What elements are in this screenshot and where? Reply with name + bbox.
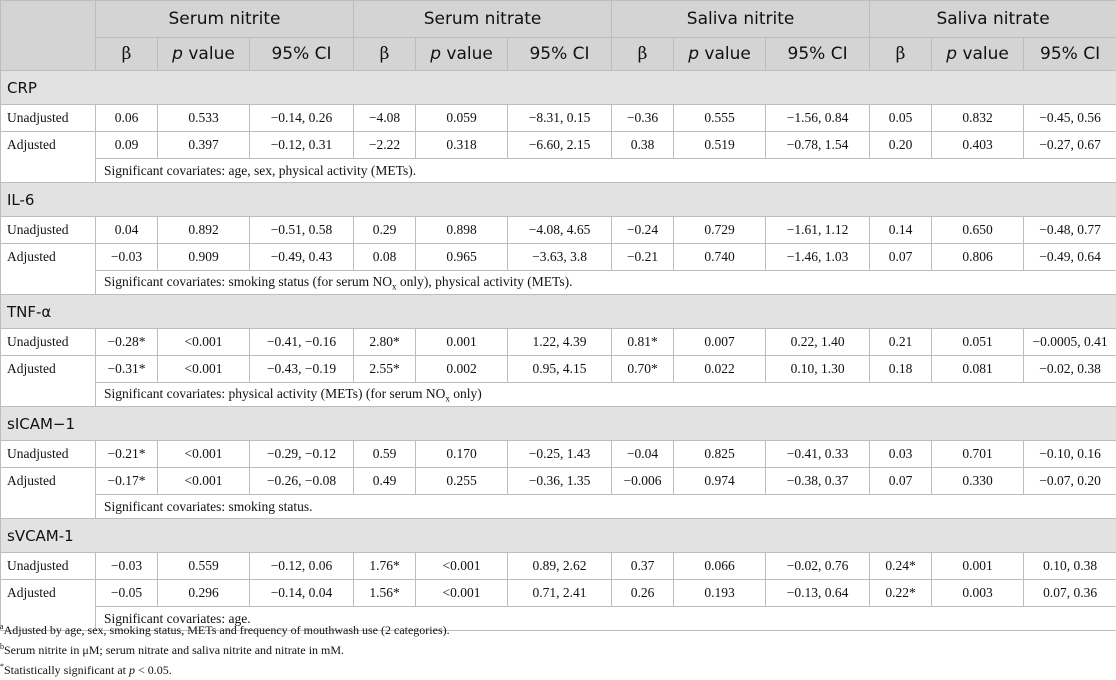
ci-header: 95% CI bbox=[766, 38, 870, 71]
table-cell: 0.330 bbox=[932, 468, 1024, 495]
beta-header: β bbox=[870, 38, 932, 71]
table-cell: −0.45, 0.56 bbox=[1024, 105, 1116, 132]
covariates-note bbox=[96, 271, 1116, 295]
table-row bbox=[1, 105, 1116, 132]
table-cell: −0.02, 0.38 bbox=[1024, 356, 1116, 383]
table-cell: −0.51, 0.58 bbox=[250, 217, 354, 244]
p-value-suffix: value bbox=[183, 44, 235, 64]
footnote-text: Statistically significant at bbox=[4, 663, 129, 677]
table-cell: 0.974 bbox=[674, 468, 766, 495]
p-value-header bbox=[932, 38, 1024, 71]
table-cell: 0.519 bbox=[674, 132, 766, 159]
group-header: Saliva nitrate bbox=[870, 1, 1116, 38]
table-row bbox=[1, 329, 1116, 356]
table-cell: −1.46, 1.03 bbox=[766, 244, 870, 271]
p-value-header bbox=[416, 38, 508, 71]
beta-header: β bbox=[354, 38, 416, 71]
table-cell: −0.07, 0.20 bbox=[1024, 468, 1116, 495]
table-cell: 2.80* bbox=[354, 329, 416, 356]
row-label: Adjusted bbox=[1, 580, 96, 607]
table-cell: −0.41, 0.33 bbox=[766, 441, 870, 468]
p-italic: p bbox=[430, 44, 441, 64]
table-cell: 1.56* bbox=[354, 580, 416, 607]
table-cell: 0.255 bbox=[416, 468, 508, 495]
row-label: Unadjusted bbox=[1, 553, 96, 580]
table-cell: −0.78, 1.54 bbox=[766, 132, 870, 159]
table-cell: 0.24* bbox=[870, 553, 932, 580]
table-cell: −4.08, 4.65 bbox=[508, 217, 612, 244]
table-cell: −3.63, 3.8 bbox=[508, 244, 612, 271]
table-cell: −0.31* bbox=[96, 356, 158, 383]
table-cell: 0.007 bbox=[674, 329, 766, 356]
table-row bbox=[1, 553, 1116, 580]
corner-cell bbox=[1, 1, 96, 71]
table-row bbox=[1, 244, 1116, 271]
table-cell: 0.29 bbox=[354, 217, 416, 244]
table-cell: −0.05 bbox=[96, 580, 158, 607]
covariates-text: Significant covariates: smoking status (for serum NO bbox=[104, 274, 392, 289]
table-cell: −0.12, 0.06 bbox=[250, 553, 354, 580]
table-cell: 0.909 bbox=[158, 244, 250, 271]
table-cell: −0.29, −0.12 bbox=[250, 441, 354, 468]
table-cell: 0.397 bbox=[158, 132, 250, 159]
section-label: TNF-α bbox=[1, 295, 1116, 329]
row-label: Adjusted bbox=[1, 468, 96, 495]
beta-header: β bbox=[612, 38, 674, 71]
table-cell: −0.14, 0.26 bbox=[250, 105, 354, 132]
footnote bbox=[0, 617, 1116, 637]
table-cell: 0.066 bbox=[674, 553, 766, 580]
table-cell: −0.26, −0.08 bbox=[250, 468, 354, 495]
table-cell: 0.003 bbox=[932, 580, 1024, 607]
table-cell: <0.001 bbox=[158, 356, 250, 383]
table-row bbox=[1, 580, 1116, 607]
table-cell: −0.10, 0.16 bbox=[1024, 441, 1116, 468]
table-cell: 0.04 bbox=[96, 217, 158, 244]
table-cell: 0.001 bbox=[932, 553, 1024, 580]
table-cell: 0.555 bbox=[674, 105, 766, 132]
table-cell: −0.006 bbox=[612, 468, 674, 495]
group-header: Saliva nitrite bbox=[612, 1, 870, 38]
table-row bbox=[1, 132, 1116, 159]
table-cell: 0.193 bbox=[674, 580, 766, 607]
table-cell: −1.61, 1.12 bbox=[766, 217, 870, 244]
table-cell: 0.729 bbox=[674, 217, 766, 244]
table-cell: 0.059 bbox=[416, 105, 508, 132]
covariates-note bbox=[96, 495, 1116, 519]
footnotes bbox=[0, 617, 1116, 677]
footnote-text: Serum nitrite in μM; serum nitrate and saliva nitrite and nitrate in mM. bbox=[4, 643, 344, 657]
table-cell: −1.56, 0.84 bbox=[766, 105, 870, 132]
table-cell: 0.22, 1.40 bbox=[766, 329, 870, 356]
table-cell: 0.95, 4.15 bbox=[508, 356, 612, 383]
footnote-italic: p bbox=[129, 663, 135, 677]
covariates-subscript: x bbox=[392, 281, 397, 291]
table-cell: 1.22, 4.39 bbox=[508, 329, 612, 356]
table-cell: 0.10, 1.30 bbox=[766, 356, 870, 383]
table-cell: 0.051 bbox=[932, 329, 1024, 356]
covariates-row bbox=[1, 383, 1116, 407]
table-cell: 0.07 bbox=[870, 468, 932, 495]
table-cell: <0.001 bbox=[158, 468, 250, 495]
table-cell: 0.559 bbox=[158, 553, 250, 580]
table-cell: −0.24 bbox=[612, 217, 674, 244]
table-cell: −0.36 bbox=[612, 105, 674, 132]
table-cell: −0.04 bbox=[612, 441, 674, 468]
footnote-mark: b bbox=[0, 642, 4, 651]
table-cell: 0.296 bbox=[158, 580, 250, 607]
p-italic: p bbox=[172, 44, 183, 64]
table-cell: −0.0005, 0.41 bbox=[1024, 329, 1116, 356]
table-cell: −0.43, −0.19 bbox=[250, 356, 354, 383]
section-header-row bbox=[1, 407, 1116, 441]
table-cell: −0.36, 1.35 bbox=[508, 468, 612, 495]
section-header-row bbox=[1, 519, 1116, 553]
table-cell: 0.49 bbox=[354, 468, 416, 495]
table-cell: 0.002 bbox=[416, 356, 508, 383]
covariates-row bbox=[1, 495, 1116, 519]
p-italic: p bbox=[688, 44, 699, 64]
beta-header: β bbox=[96, 38, 158, 71]
footnote-text: < 0.05. bbox=[135, 663, 172, 677]
table-cell: 1.76* bbox=[354, 553, 416, 580]
table-cell: 0.825 bbox=[674, 441, 766, 468]
table-cell: 0.89, 2.62 bbox=[508, 553, 612, 580]
table-cell: −2.22 bbox=[354, 132, 416, 159]
table-cell: −8.31, 0.15 bbox=[508, 105, 612, 132]
row-label: Adjusted bbox=[1, 356, 96, 383]
table-cell: −0.12, 0.31 bbox=[250, 132, 354, 159]
section-label: sICAM−1 bbox=[1, 407, 1116, 441]
table-cell: 0.26 bbox=[612, 580, 674, 607]
footnote bbox=[0, 657, 1116, 677]
table-cell: 0.740 bbox=[674, 244, 766, 271]
covariates-note bbox=[96, 159, 1116, 183]
table-cell: −4.08 bbox=[354, 105, 416, 132]
table-cell: 0.892 bbox=[158, 217, 250, 244]
covariates-text: only) bbox=[450, 386, 482, 401]
table-cell: 2.55* bbox=[354, 356, 416, 383]
table-cell: 0.965 bbox=[416, 244, 508, 271]
table-cell: 0.10, 0.38 bbox=[1024, 553, 1116, 580]
table-cell: −0.03 bbox=[96, 244, 158, 271]
section-label: IL-6 bbox=[1, 183, 1116, 217]
table-cell: −0.14, 0.04 bbox=[250, 580, 354, 607]
row-label: Adjusted bbox=[1, 244, 96, 271]
ci-header: 95% CI bbox=[1024, 38, 1116, 71]
section-header-row bbox=[1, 295, 1116, 329]
blank-cell bbox=[1, 495, 96, 519]
section-header-row bbox=[1, 183, 1116, 217]
table-cell: −0.03 bbox=[96, 553, 158, 580]
table-cell: 0.318 bbox=[416, 132, 508, 159]
group-header: Serum nitrate bbox=[354, 1, 612, 38]
row-label: Unadjusted bbox=[1, 329, 96, 356]
p-value-header bbox=[674, 38, 766, 71]
table-cell: −0.21 bbox=[612, 244, 674, 271]
table-cell: 0.650 bbox=[932, 217, 1024, 244]
section-label: sVCAM-1 bbox=[1, 519, 1116, 553]
subheader-row bbox=[1, 38, 1116, 71]
covariates-subscript: x bbox=[445, 393, 450, 403]
group-header-row bbox=[1, 1, 1116, 38]
row-label: Unadjusted bbox=[1, 217, 96, 244]
p-value-suffix: value bbox=[957, 44, 1009, 64]
table-cell: 0.03 bbox=[870, 441, 932, 468]
table-cell: 0.37 bbox=[612, 553, 674, 580]
table-cell: 0.898 bbox=[416, 217, 508, 244]
table-cell: 0.20 bbox=[870, 132, 932, 159]
table-row bbox=[1, 217, 1116, 244]
table-cell: 0.14 bbox=[870, 217, 932, 244]
table-cell: 0.07, 0.36 bbox=[1024, 580, 1116, 607]
p-value-suffix: value bbox=[441, 44, 493, 64]
ci-header: 95% CI bbox=[250, 38, 354, 71]
table-cell: −0.21* bbox=[96, 441, 158, 468]
table-row bbox=[1, 468, 1116, 495]
table-cell: −0.02, 0.76 bbox=[766, 553, 870, 580]
covariates-row bbox=[1, 271, 1116, 295]
table-cell: <0.001 bbox=[158, 329, 250, 356]
p-italic: p bbox=[946, 44, 957, 64]
table-cell: <0.001 bbox=[416, 553, 508, 580]
table-cell: 0.170 bbox=[416, 441, 508, 468]
p-value-suffix: value bbox=[699, 44, 751, 64]
table-cell: 0.81* bbox=[612, 329, 674, 356]
table-cell: −0.49, 0.64 bbox=[1024, 244, 1116, 271]
table-cell: −0.41, −0.16 bbox=[250, 329, 354, 356]
table-cell: 0.08 bbox=[354, 244, 416, 271]
table-cell: 0.403 bbox=[932, 132, 1024, 159]
table-cell: 0.21 bbox=[870, 329, 932, 356]
table-cell: 0.022 bbox=[674, 356, 766, 383]
table-cell: 0.081 bbox=[932, 356, 1024, 383]
table-cell: 0.05 bbox=[870, 105, 932, 132]
covariates-text: Significant covariates: physical activity (METs) (for serum NO bbox=[104, 386, 445, 401]
table-cell: −0.27, 0.67 bbox=[1024, 132, 1116, 159]
section-label: CRP bbox=[1, 71, 1116, 105]
covariates-text: Significant covariates: age, sex, physical activity (METs). bbox=[104, 163, 416, 178]
table-cell: 0.71, 2.41 bbox=[508, 580, 612, 607]
covariates-text: only), physical activity (METs). bbox=[396, 274, 572, 289]
footnote-mark: * bbox=[0, 662, 4, 671]
table-cell: 0.001 bbox=[416, 329, 508, 356]
table-row bbox=[1, 356, 1116, 383]
covariates-text: Significant covariates: age. bbox=[104, 611, 251, 626]
table-cell: 0.18 bbox=[870, 356, 932, 383]
footnote-text: Adjusted by age, sex, smoking status, METs and frequency of mouthwash use (2 categories). bbox=[4, 623, 450, 637]
row-label: Adjusted bbox=[1, 132, 96, 159]
footnote-mark: a bbox=[0, 622, 4, 631]
blank-cell bbox=[1, 271, 96, 295]
ci-header: 95% CI bbox=[508, 38, 612, 71]
table-cell: 0.07 bbox=[870, 244, 932, 271]
table-cell: −0.48, 0.77 bbox=[1024, 217, 1116, 244]
row-label: Unadjusted bbox=[1, 441, 96, 468]
row-label: Unadjusted bbox=[1, 105, 96, 132]
covariates-text: Significant covariates: smoking status. bbox=[104, 499, 312, 514]
table-cell: 0.06 bbox=[96, 105, 158, 132]
blank-cell bbox=[1, 383, 96, 407]
table-cell: 0.806 bbox=[932, 244, 1024, 271]
covariates-note bbox=[96, 383, 1116, 407]
p-value-header bbox=[158, 38, 250, 71]
table-cell: −0.13, 0.64 bbox=[766, 580, 870, 607]
table-cell: −0.28* bbox=[96, 329, 158, 356]
table-cell: 0.59 bbox=[354, 441, 416, 468]
table-cell: 0.701 bbox=[932, 441, 1024, 468]
table-body bbox=[1, 71, 1116, 631]
blank-cell bbox=[1, 159, 96, 183]
table-cell: 0.22* bbox=[870, 580, 932, 607]
table-cell: −0.25, 1.43 bbox=[508, 441, 612, 468]
table-row bbox=[1, 441, 1116, 468]
table-cell: −6.60, 2.15 bbox=[508, 132, 612, 159]
table-cell: −0.38, 0.37 bbox=[766, 468, 870, 495]
table-cell: <0.001 bbox=[158, 441, 250, 468]
table-cell: −0.49, 0.43 bbox=[250, 244, 354, 271]
table-cell: −0.17* bbox=[96, 468, 158, 495]
group-header: Serum nitrite bbox=[96, 1, 354, 38]
section-header-row bbox=[1, 71, 1116, 105]
table-cell: 0.832 bbox=[932, 105, 1024, 132]
table-cell: 0.09 bbox=[96, 132, 158, 159]
footnote bbox=[0, 637, 1116, 657]
table-cell: 0.533 bbox=[158, 105, 250, 132]
table-cell: <0.001 bbox=[416, 580, 508, 607]
covariates-row bbox=[1, 159, 1116, 183]
table-cell: 0.70* bbox=[612, 356, 674, 383]
table-cell: 0.38 bbox=[612, 132, 674, 159]
